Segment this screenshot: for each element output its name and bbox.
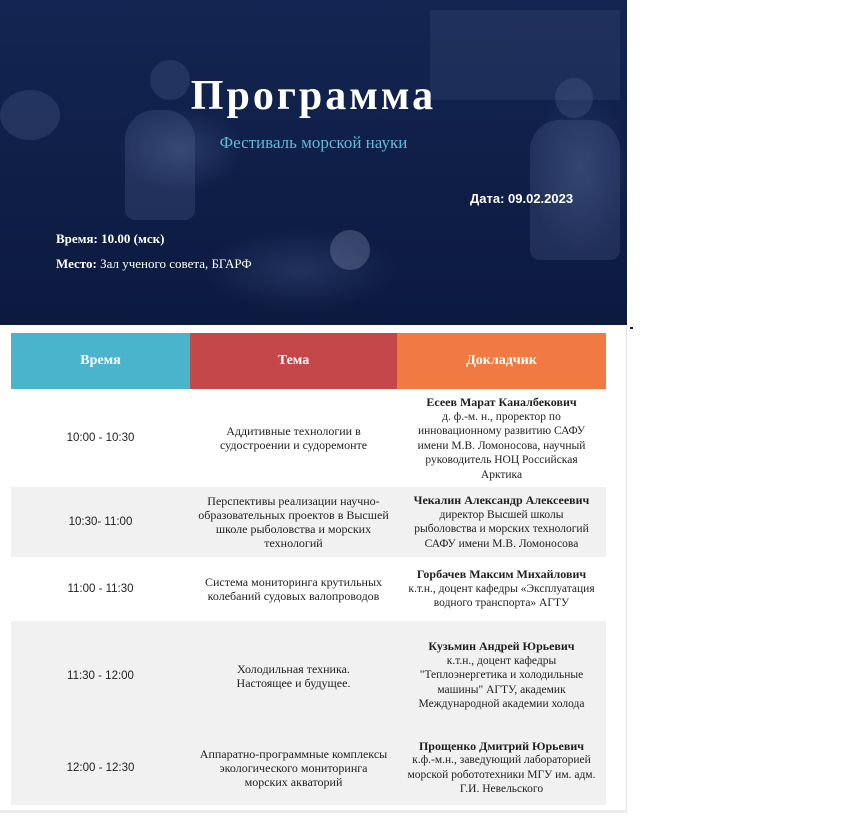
speaker-detail: водного транспорта» АГТУ <box>433 597 570 610</box>
event-date: Дата: 09.02.2023 <box>470 191 574 206</box>
speaker-detail: машины" АГТУ, академик <box>437 683 566 696</box>
row-speaker <box>397 621 606 730</box>
topic-line: Холодильная техника. <box>237 661 350 676</box>
row-topic <box>190 557 397 621</box>
row-speaker <box>397 389 606 487</box>
header-time: Время <box>11 333 190 389</box>
background-person-body <box>125 110 195 220</box>
event-time: Время: 10.00 (мск) <box>56 231 165 246</box>
topic-line: Аддитивные технологии в <box>226 424 361 438</box>
row-time: 11:30 - 12:00 <box>67 669 134 682</box>
topic-line: технологий <box>264 536 323 550</box>
topic-line: Система мониторинга крутильных <box>204 575 383 589</box>
background-table <box>330 230 370 270</box>
topic-line: Настоящее и будущее. <box>236 675 351 690</box>
speaker-detail: Г.И. Невельского <box>459 783 544 795</box>
row-time: 10:30- 11:00 <box>68 516 133 528</box>
row-speaker <box>397 557 606 621</box>
topic-line: Аппаратно-программные комплексы <box>199 746 388 761</box>
row-time: 11:00 - 11:30 <box>67 583 134 595</box>
speaker-name: Есеев Марат Каналбекович <box>426 395 577 409</box>
speaker-detail: директор Высшей школы <box>439 508 564 521</box>
header-speaker: Докладчик <box>397 333 606 389</box>
topic-line: образовательных проектов в Высшей <box>198 508 389 522</box>
row-speaker <box>397 487 606 557</box>
speaker-detail: д. ф.-м. н., проректор по <box>442 410 561 423</box>
topic-line: судостроении и судоремонте <box>219 438 368 452</box>
row-time: 10:00 - 10:30 <box>66 432 135 444</box>
speaker-name: Прощенко Дмитрий Юрьевич <box>418 738 585 753</box>
schedule-table <box>11 333 606 805</box>
speaker-detail: Арктика <box>480 468 523 481</box>
speaker-detail: Международной академии холода <box>418 698 585 711</box>
table-row <box>11 487 606 557</box>
topic-line: морских акваторий <box>244 774 343 789</box>
divider <box>0 810 627 813</box>
speaker-detail: к.т.н., доцент кафедры «Эксплуатация <box>408 582 595 595</box>
speaker-detail: рыболовства и морских технологий <box>414 523 589 535</box>
hero-banner <box>0 0 627 325</box>
speaker-detail: "Теплоэнергетика и холодильные <box>419 669 584 682</box>
page-subtitle: Фестиваль морской науки <box>219 133 408 152</box>
row-topic <box>190 487 397 557</box>
table-row <box>11 557 606 621</box>
speaker-name: Кузьмин Андрей Юрьевич <box>428 639 575 654</box>
topic-line: колебаний судовых валопроводов <box>207 589 380 603</box>
speaker-detail: руководитель НОЦ Российская <box>425 454 578 466</box>
table-header <box>11 333 606 389</box>
speaker-detail: к.ф.-м.н., заведующий лабораторией <box>412 754 591 766</box>
page-title: Программа <box>190 73 437 119</box>
event-place-label: Место: <box>56 256 97 271</box>
row-speaker <box>397 730 606 805</box>
row-topic <box>190 389 397 487</box>
event-place-value: Зал ученого совета, БГАРФ <box>96 256 252 271</box>
topic-line: Перспективы реализации научно- <box>207 494 380 508</box>
topic-line: школе рыболовства и морских <box>215 522 372 536</box>
speaker-detail: САФУ имени М.В. Ломоносова <box>424 537 579 550</box>
speaker-name: Чекалин Александр Алексеевич <box>413 493 590 507</box>
row-topic <box>190 730 397 805</box>
table-row <box>11 730 606 805</box>
topic-line: экологического мониторинга <box>219 760 368 775</box>
row-topic <box>190 621 397 730</box>
divider <box>626 325 627 813</box>
header-topic: Тема <box>190 333 397 389</box>
stray-dot <box>630 327 633 329</box>
row-time: 12:00 - 12:30 <box>66 761 135 774</box>
speaker-detail: к.т.н., доцент кафедры <box>446 654 557 667</box>
table-row <box>11 389 606 487</box>
event-place <box>56 256 252 272</box>
speaker-detail: морской робототехники МГУ им. адм. <box>407 768 596 781</box>
speaker-detail: имени М.В. Ломоносова, научный <box>417 439 586 452</box>
speaker-name: Горбачев Максим Михайлович <box>416 567 587 582</box>
speaker-detail: инновационному развитию САФУ <box>417 425 586 437</box>
table-row <box>11 621 606 730</box>
